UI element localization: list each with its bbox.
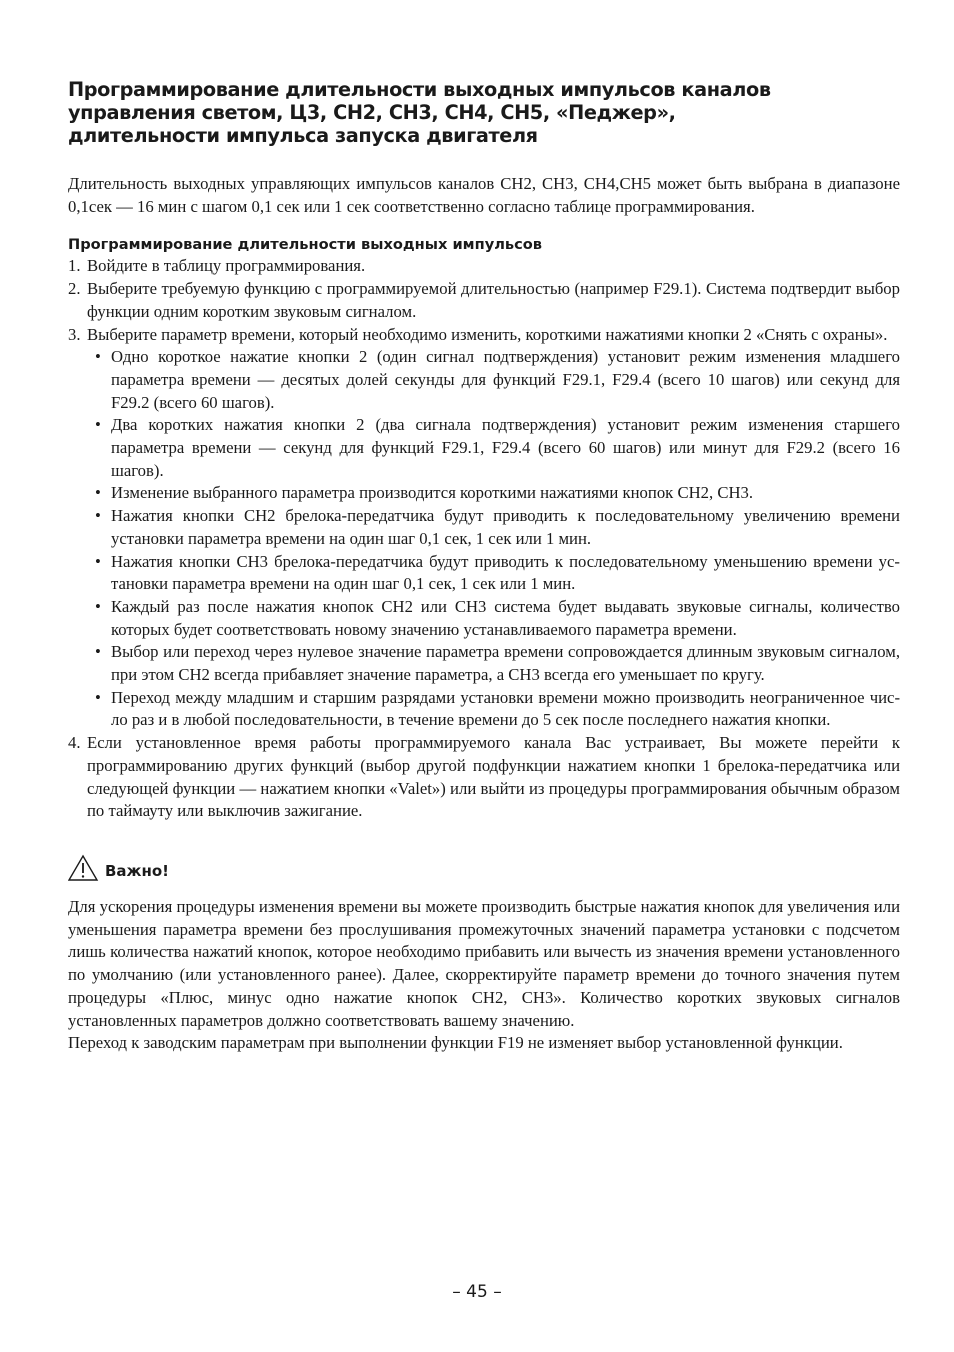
- bullet-mark: •: [95, 551, 101, 571]
- list-item: [68, 732, 900, 823]
- title-line-1: Программирование длительности выходных импульсов каналов: [68, 78, 771, 101]
- bullet-mark: •: [95, 347, 101, 367]
- bullet-item: [91, 505, 900, 550]
- step-number: 3.: [68, 324, 81, 344]
- page-content: [68, 78, 900, 1055]
- list-item: [68, 324, 900, 347]
- steps-list: [68, 255, 900, 346]
- step-text: Выберите параметр времени, который необходимо изменить, короткими нажатиями кнопки 2 «Снять с охраны».: [87, 324, 888, 344]
- important-paragraph: Для ускорения процедуры изменения времени вы можете производить быстрые нажатия кнопок для увеличения или уменьшения параметра времени без прослушивания промежуточных значений параметра установки с подсчетом лишь количества нажатий кнопок, которое необходимо прибавить или вычесть из значения времени установленного по умолчанию (или установленного ранее). Далее, скорректируйте параметр времени до точного значения путем процедуры «Плюс, минус одно нажатие кнопок СН2, СН3». Количество коротких звуковых сигналов установленных параметров должно соответствовать вашему значению.: [68, 896, 900, 1030]
- important-paragraph: Переход к заводским параметрам при выполнении функции F19 не изменяет выбор установленной функции.: [68, 1033, 843, 1053]
- intro-paragraph: Длительность выходных управляющих импульсов каналов СН2, СН3, СН4,СН5 может быть выбрана в диапазоне 0,1сек — 16 мин с шагом 0,1 сек или 1 сек соответственно согласно таблице программирования.: [68, 174, 900, 216]
- step-number: 2.: [68, 279, 81, 299]
- important-body: [68, 896, 900, 1055]
- important-heading: [68, 852, 900, 882]
- bullet-item: [91, 687, 900, 732]
- section-subheading: Программирование длительности выходных импульсов: [68, 236, 543, 254]
- bullet-item: [91, 482, 900, 505]
- bullet-text: Каждый раз после нажатия кнопок СН2 или СН3 система будет выдавать звуковые сигналы, количество которых будет соответствовать новому значению устанавливаемого параметра времени.: [111, 596, 900, 639]
- step-number: 1.: [68, 256, 81, 276]
- step-number: 4.: [68, 733, 81, 753]
- list-item: [68, 255, 900, 278]
- step-text: Выберите требуемую функцию с программируемой длительностью (например F29.1). Система подтвердит выбор функции одним коротким звуковым сигналом.: [87, 279, 900, 321]
- title-line-3: длительности импульса запуска двигателя: [68, 124, 538, 147]
- bullet-text: Нажатия кнопки СН3 брелока-передатчика будут приводить к последовательному уменьшению времени ус-тановки параметра времени на один шаг 0,1 сек, 1 сек или 1 мин.: [111, 551, 900, 594]
- bullet-text: Выбор или переход через нулевое значение параметра времени сопровождается длинным звуковым сигналом, при этом СН2 всегда прибавляет значение параметра, а СН3 всегда его уменьшает по кругу.: [111, 642, 900, 685]
- step-text: Войдите в таблицу программирования.: [87, 256, 366, 276]
- bullet-text: Два коротких нажатия кнопки 2 (два сигнала подтверждения) установит режим изменения старшего параметра времени — секунд для функций F29.1, F29.4 (всего 60 шагов) или минут для F29.2 (всего 16 шагов).: [111, 415, 900, 480]
- step-text: Если установленное время работы программируемого канала Вас устраивает, Вы можете перейти к программированию других функций (выбор другой подфункции нажатием кнопки 1 брелока-передатчика или следующей функции — нажатием кнопки «Valet») или выйти из процедуры программирования обычным образом по таймауту или выключив зажигание.: [87, 733, 900, 821]
- bullet-text: Изменение выбранного параметра производится короткими нажатиями кнопок СН2, СН3.: [111, 483, 754, 503]
- list-item: [68, 278, 900, 323]
- bullet-mark: •: [95, 596, 101, 616]
- bullet-text: Одно короткое нажатие кнопки 2 (один сигнал подтверждения) установит режим изменения младшего параметра времени — десятых долей секунды для функций F29.1, F29.4 (всего 10 шагов) или секунд для F29.2 (всего 60 шагов).: [111, 347, 900, 412]
- title-line-2: управления светом, Ц3, СН2, СН3, СН4, СН5, «Педжер»,: [68, 101, 676, 124]
- bullet-item: [91, 414, 900, 482]
- bullet-item: [91, 346, 900, 414]
- bullet-item: [91, 551, 900, 596]
- warning-triangle-icon: [68, 854, 100, 882]
- steps-list-continued: [68, 732, 900, 823]
- important-label: Важно!: [105, 861, 169, 880]
- bullet-mark: •: [95, 506, 101, 526]
- page-title: [68, 78, 900, 147]
- bullet-mark: •: [95, 687, 101, 707]
- bullet-mark: •: [95, 415, 101, 435]
- bullet-item: [91, 641, 900, 686]
- bullet-list: [68, 346, 900, 732]
- bullet-mark: •: [95, 483, 101, 503]
- bullet-text: Переход между младшим и старшим разрядами установки времени можно производить неограниченное чис-ло раз и в любой последовательности, в течение времени до 5 сек после последнего нажатия кнопки.: [111, 687, 900, 730]
- page-number: – 45 –: [452, 1282, 502, 1302]
- bullet-item: [91, 596, 900, 641]
- bullet-mark: •: [95, 642, 101, 662]
- bullet-text: Нажатия кнопки СН2 брелока-передатчика будут приводить к последовательному увеличению времени установки параметра времени на один шаг 0,1 сек, 1 сек или 1 мин.: [111, 506, 900, 548]
